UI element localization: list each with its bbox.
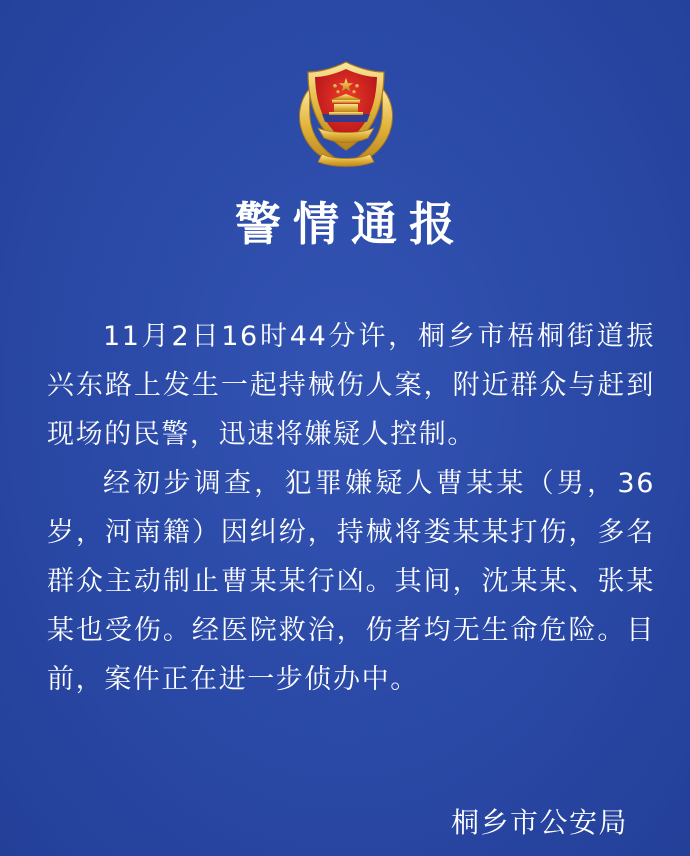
notice-title: 警情通报 xyxy=(235,197,467,251)
police-emblem-icon xyxy=(288,58,404,170)
paragraph-investigation: 经初步调查，犯罪嫌疑人曹某某（男，36岁，河南籍）因纠纷，持械将娄某某打伤，多名群众主动制止曹某某行凶。其间，沈某某、张某某也受伤。经医院救治，伤者均无生命危险。目前，案件正在进一步侦办中。 xyxy=(47,468,655,695)
issuer-signature: 桐乡市公安局 xyxy=(450,806,628,839)
paragraph-incident: 11月2日16时44分许，桐乡市梧桐街道振兴东路上发生一起持械伤人案，附近群众与赶到现场的民警，迅速将嫌疑人控制。 xyxy=(47,321,655,450)
notice-body xyxy=(47,312,655,704)
